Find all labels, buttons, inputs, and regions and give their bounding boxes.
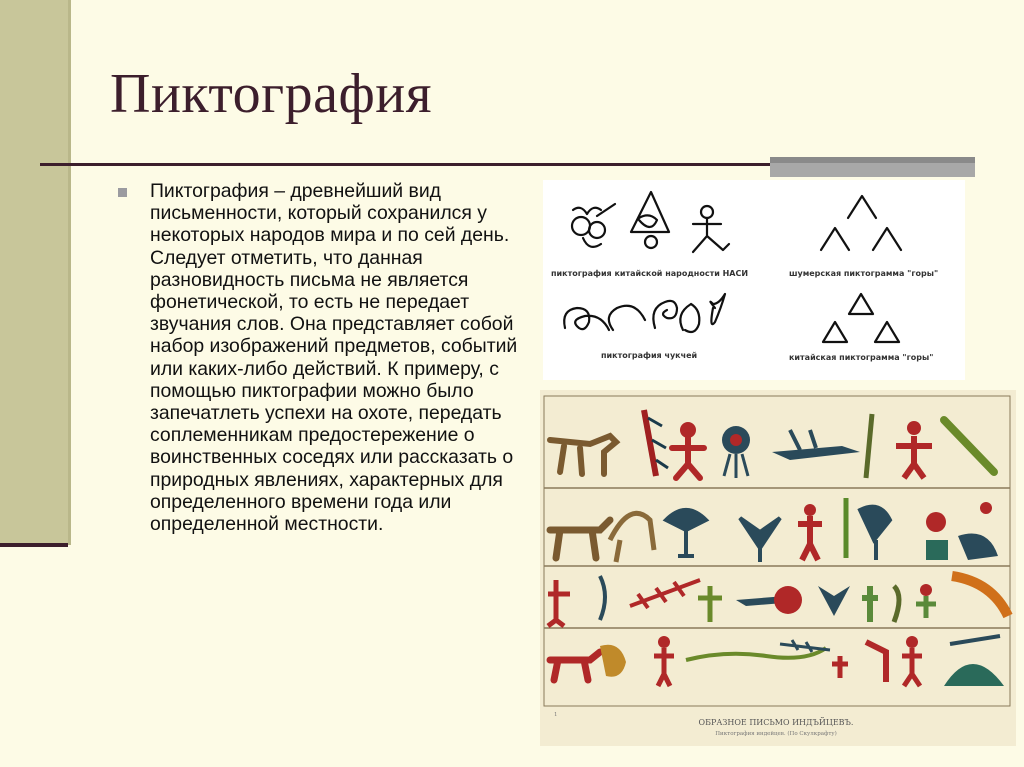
- nasi-pictogram-icon: [572, 192, 729, 252]
- plate-row-4-figures-icon: [550, 636, 1004, 686]
- plate-title: ОБРАЗНОЕ ПИСЬМО ИНДЪЙЦЕВЪ.: [698, 718, 854, 727]
- caption-sumer: шумерская пиктограмма "горы": [789, 269, 939, 278]
- caption-chukchi: пиктография чукчей: [601, 351, 698, 360]
- sumer-mountain-icon: [821, 196, 901, 250]
- chukchi-pictogram-icon: [564, 294, 725, 332]
- plate-number: 1: [554, 712, 558, 718]
- bullet-list: [118, 180, 523, 535]
- title-accent-bar: [770, 157, 975, 177]
- plate-subtitle: Пиктография индейцев. (По Скулкрафту): [715, 731, 837, 737]
- plate-row-2-figures-icon: [550, 498, 998, 562]
- plate-drawing: [540, 390, 1016, 746]
- left-decor-rule: [0, 543, 68, 547]
- bullet-text: Пиктография – древнейший вид письменности, который сохранился у некоторых народов мира и по сей день. Следует отметить, что данная разновидность письма не является фонетической, то есть не передает звучания слов. Она представляет собой набор изображений предметов, событий или каких-либо действий. К примеру, с помощью пиктографии можно было запечатлеть успехи на охоте, передать соплеменникам предостережение о воинственных соседях или рассказать о природных явлениях, характерных для определенного времени года или определенной местности.: [150, 180, 518, 536]
- china-mountain-icon: [823, 294, 899, 342]
- plate-row-1-figures-icon: [550, 410, 994, 478]
- pictogram-examples-figure: [543, 180, 965, 380]
- square-bullet-icon: [118, 188, 127, 197]
- slide-title: Пиктография: [110, 63, 432, 125]
- caption-china: китайская пиктограмма "горы": [789, 353, 934, 362]
- pictogram-examples-drawing: [543, 180, 965, 380]
- title-underline: [40, 163, 772, 166]
- plate-row-3-figures-icon: [548, 576, 1008, 626]
- indian-picture-writing-plate: [540, 390, 1016, 746]
- left-decor-bar: [0, 0, 71, 545]
- caption-nasi: пиктография китайской народности НАСИ: [551, 269, 749, 278]
